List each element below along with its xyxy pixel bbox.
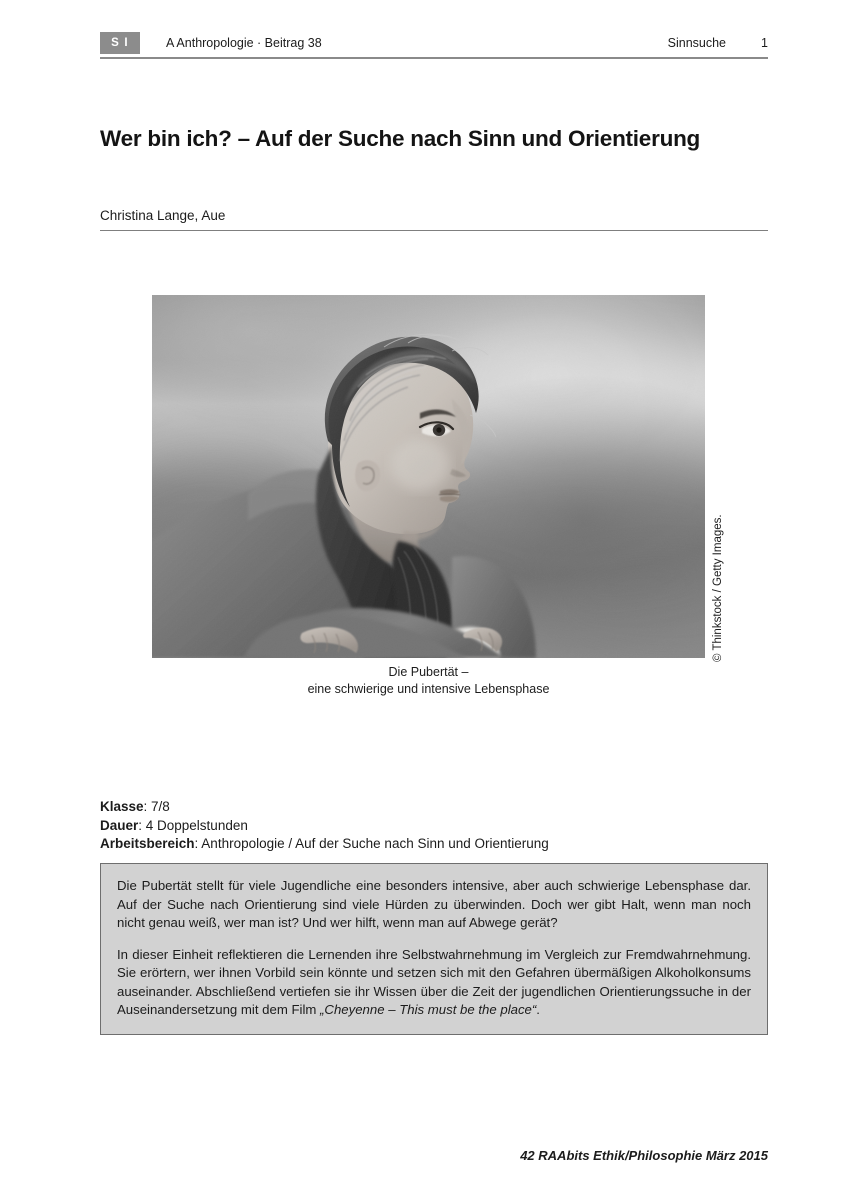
- header-topic-label: Sinnsuche: [667, 36, 726, 50]
- author-byline: Christina Lange, Aue: [100, 208, 768, 231]
- meta-value-klasse: : 7/8: [143, 799, 170, 814]
- meta-label-klasse: Klasse: [100, 799, 144, 814]
- lesson-metadata: [100, 798, 768, 854]
- abstract-paragraph-2-end: .: [536, 1002, 540, 1017]
- figure-caption-line-1: Die Pubertät –: [388, 665, 469, 679]
- abstract-paragraph-1: Die Pubertät stellt für viele Jugendliche eine besonders intensive, aber auch schwierige Lebensphase dar. Auf der Suche nach Orientierung sind viele Hürden zu überwinden. Doch wer gibt Halt, wenn man noch nicht genau weiß, wer man ist? Und wer hilft, wenn man auf Abwege gerät?: [117, 878, 751, 930]
- running-header: [100, 32, 768, 62]
- photo-credit: © Thinkstock / Getty Images.: [712, 514, 724, 662]
- figure-caption-line-2: eine schwierige und intensive Lebensphase: [307, 682, 550, 696]
- running-header-row: [100, 32, 768, 54]
- header-rule: [100, 57, 768, 59]
- meta-row-dauer: [100, 817, 768, 836]
- abstract-paragraph-2: [117, 946, 751, 1020]
- school-level-badge: S I: [100, 32, 140, 54]
- meta-row-arbeitsbereich: [100, 835, 768, 854]
- film-title: „Cheyenne – This must be the place“: [320, 1002, 537, 1017]
- header-series-label: A Anthropologie · Beitrag 38: [166, 36, 322, 50]
- abstract-box: [100, 863, 768, 1035]
- meta-row-klasse: [100, 798, 768, 817]
- abstract-paragraph-2-text: In dieser Einheit reflektieren die Lernenden ihre Selbstwahrnehmung im Vergleich zur Fremdwahrnehmung. Sie erörtern, wer ihnen Vorbild sein könnte und setzen sich mit den Gefahren übermäßigen Alkoholkonsums auseinander. Abschließend vertiefen sie ihr Wissen über die Zeit der jugendlichen Orientierungssuche in der Auseinandersetzung mit dem Film: [117, 946, 751, 1017]
- page-footer: 42 RAAbits Ethik/Philosophie März 2015: [520, 1148, 768, 1163]
- header-page-number: 1: [761, 36, 768, 50]
- photo-teenage-girl: [152, 295, 705, 658]
- figure-caption: [152, 664, 705, 698]
- meta-label-arbeitsbereich: Arbeitsbereich: [100, 836, 195, 851]
- meta-label-dauer: Dauer: [100, 817, 139, 833]
- page-title: Wer bin ich? – Auf der Suche nach Sinn und Orientierung: [100, 126, 701, 152]
- meta-value-dauer: : 4 Doppelstunden: [138, 817, 248, 833]
- meta-value-arbeitsbereich: : Anthropologie / Auf der Suche nach Sinn und Orientierung: [194, 836, 549, 851]
- figure-block: [152, 295, 705, 658]
